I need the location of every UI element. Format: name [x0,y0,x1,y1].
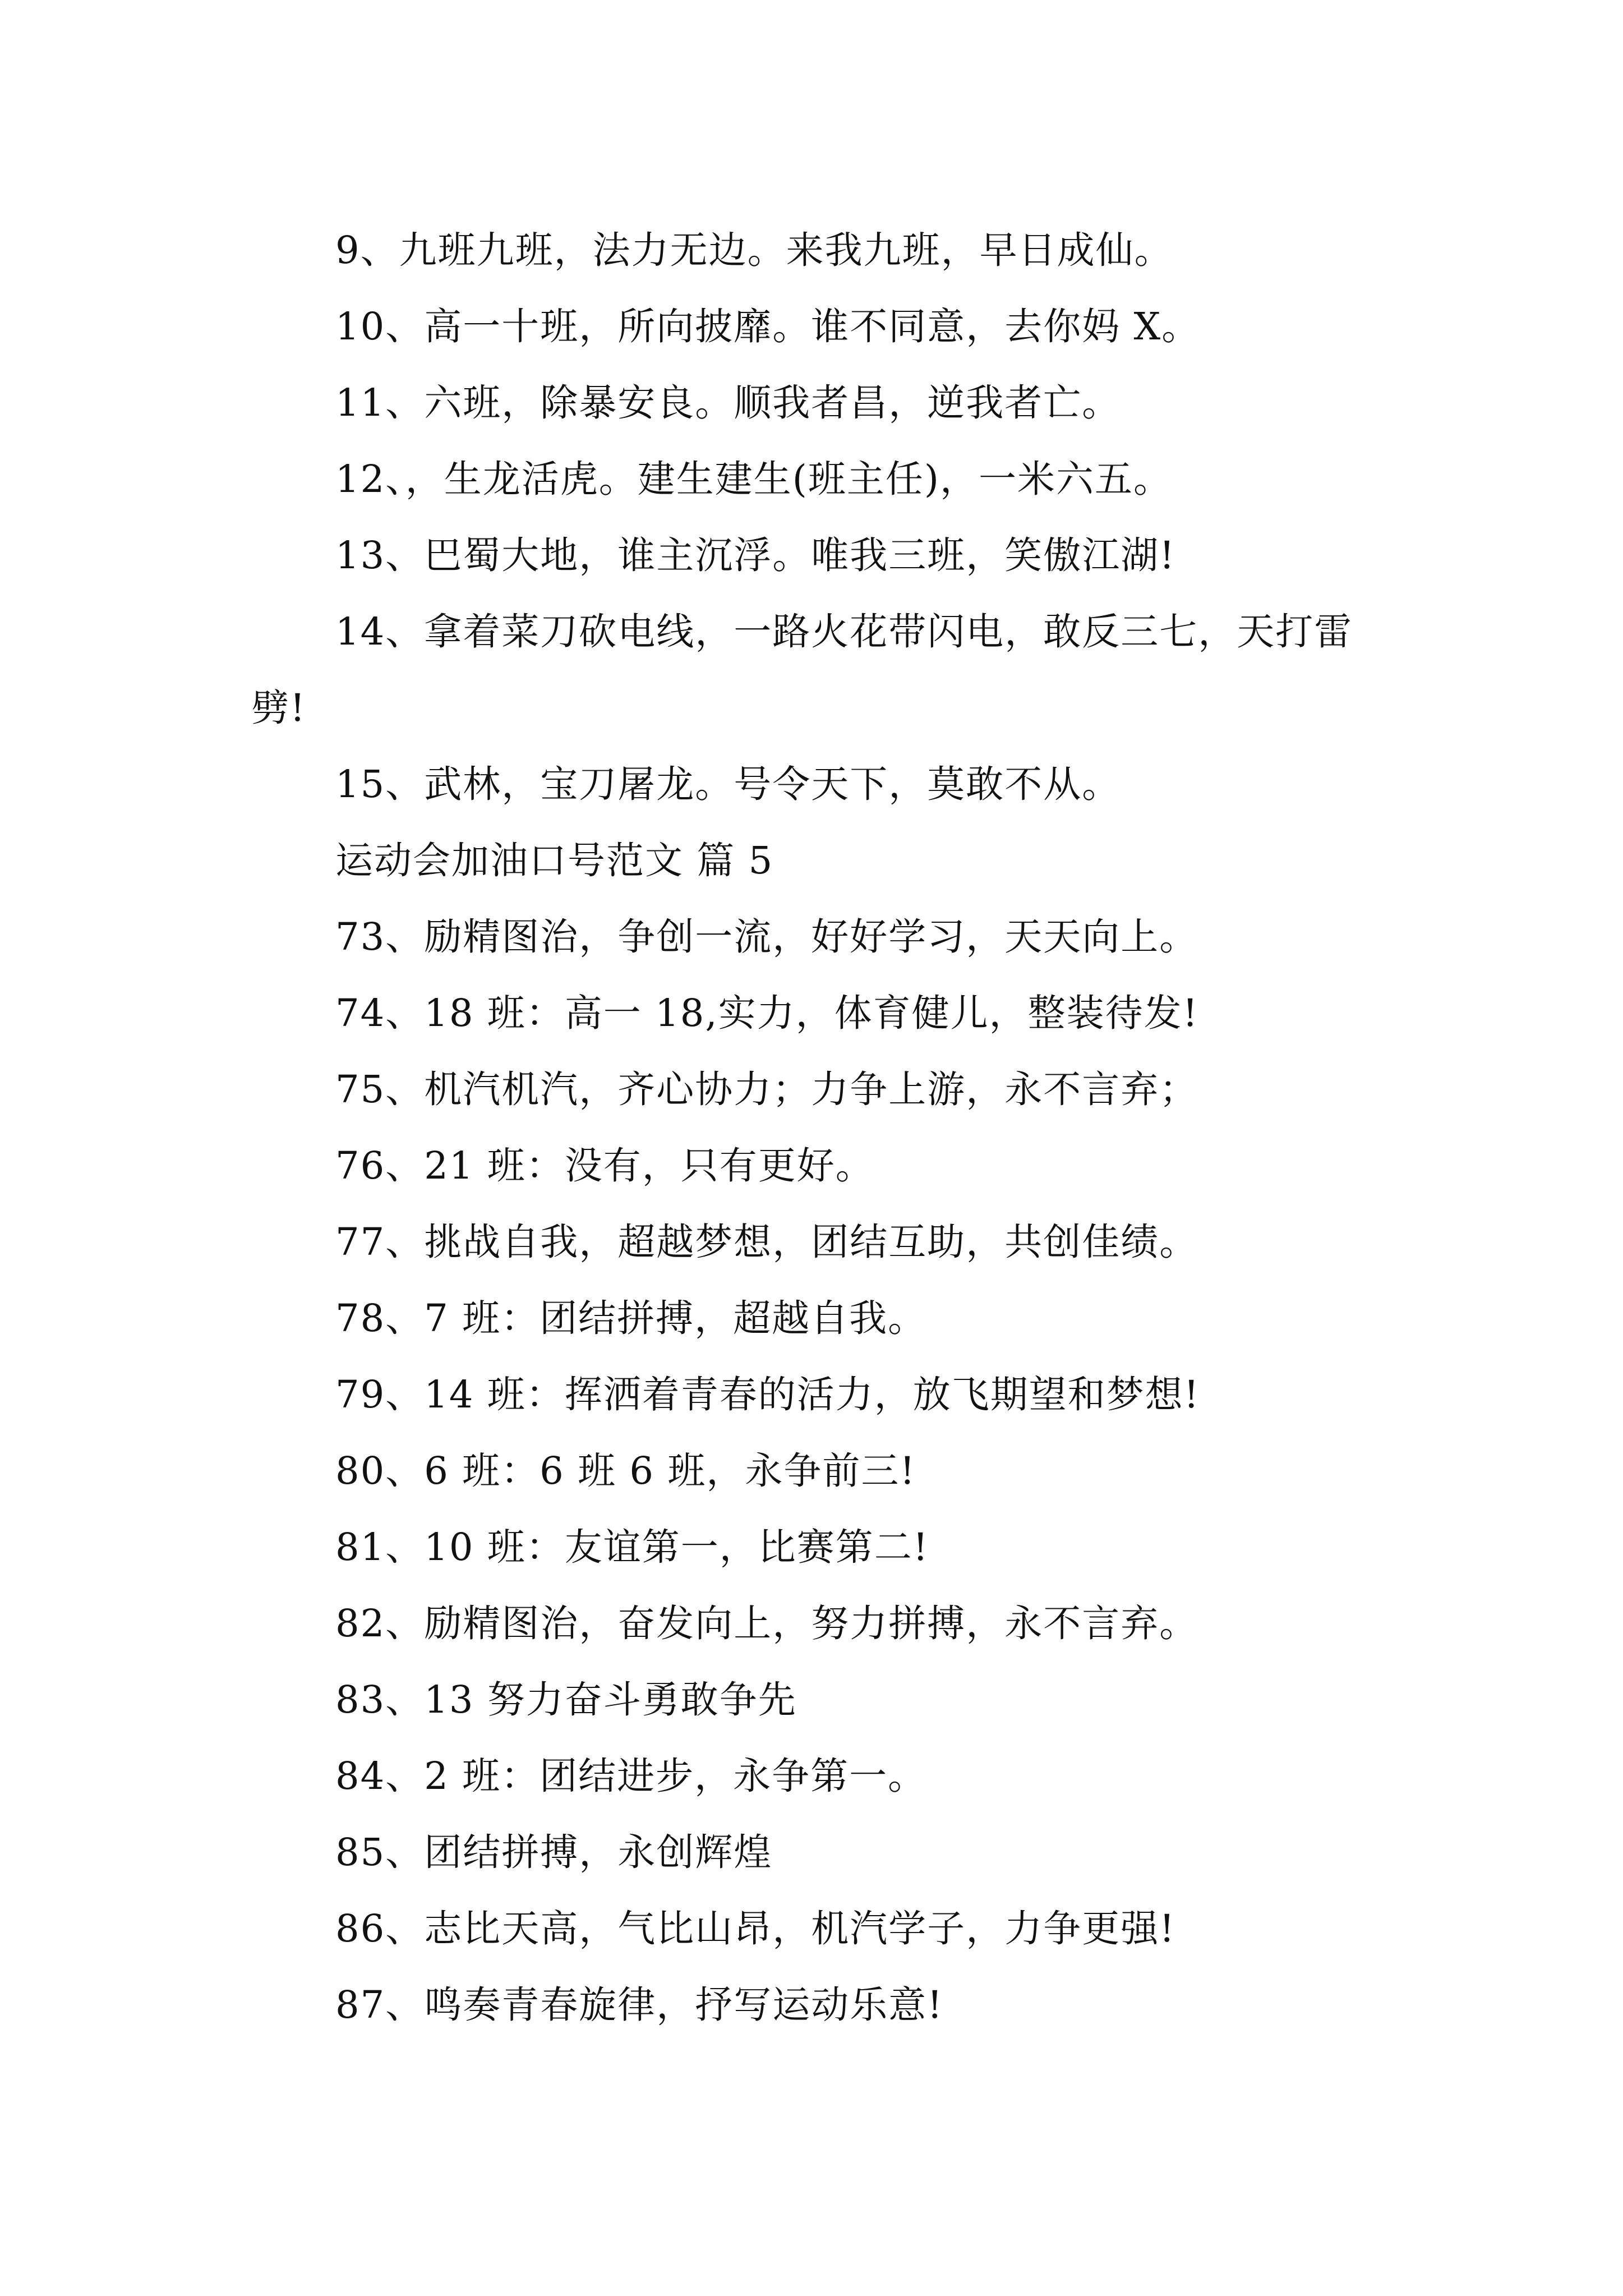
slogan-line: 13、巴蜀大地，谁主沉浮。唯我三班，笑傲江湖! [335,533,1176,577]
slogan-line: 82、励精图治，奋发向上，努力拼搏，永不言弃。 [335,1602,1198,1645]
slogan-line: 83、13 努力奋斗勇敢争先 [335,1678,797,1722]
slogan-line: 9、九班九班，法力无边。来我九班，早日成仙。 [335,228,1173,272]
slogan-line: 79、14 班：挥洒着青春的活力，放飞期望和梦想! [335,1373,1200,1416]
slogan-line: 10、高一十班，所向披靡。谁不同意，去你妈 X。 [335,305,1201,348]
slogan-line: 76、21 班：没有，只有更好。 [335,1144,874,1188]
slogan-line: 77、挑战自我，超越梦想，团结互助，共创佳绩。 [335,1220,1198,1264]
slogan-line: 15、武林，宝刀屠龙。号令天下，莫敢不从。 [335,762,1121,806]
slogan-line: 12、，生龙活虎。建生建生(班主任)，一米六五。 [335,457,1173,501]
slogan-line: 80、6 班：6 班 6 班，永争前三! [335,1449,916,1493]
slogan-line: 81、10 班：友谊第一，比赛第二! [335,1525,929,1569]
slogan-line: 14、拿着菜刀砍电线，一路火花带闪电，敢反三七，天打雷劈! [251,610,1353,730]
slogan-line: 85、团结拼搏，永创辉煌 [335,1830,773,1874]
slogan-line: 86、志比天高，气比山昂，机汽学子，力争更强! [335,1907,1176,1950]
slogan-line: 74、18 班：高一 18,实力，体育健儿，整装待发! [335,991,1199,1035]
document-body [251,212,1395,2043]
slogan-line: 75、机汽机汽，齐心协力；力争上游，永不言弃； [335,1068,1198,1111]
section-heading: 运动会加油口号范文 篇 5 [335,839,774,882]
slogan-line: 11、六班，除暴安良。顺我者昌，逆我者亡。 [335,381,1121,425]
slogan-line: 73、励精图治，争创一流，好好学习，天天向上。 [335,915,1198,959]
slogan-line: 84、2 班：团结进步，永争第一。 [335,1754,927,1798]
slogan-line: 78、7 班：团结拼搏，超越自我。 [335,1296,927,1340]
slogan-line: 87、鸣奏青春旋律，抒写运动乐意! [335,1983,944,2027]
